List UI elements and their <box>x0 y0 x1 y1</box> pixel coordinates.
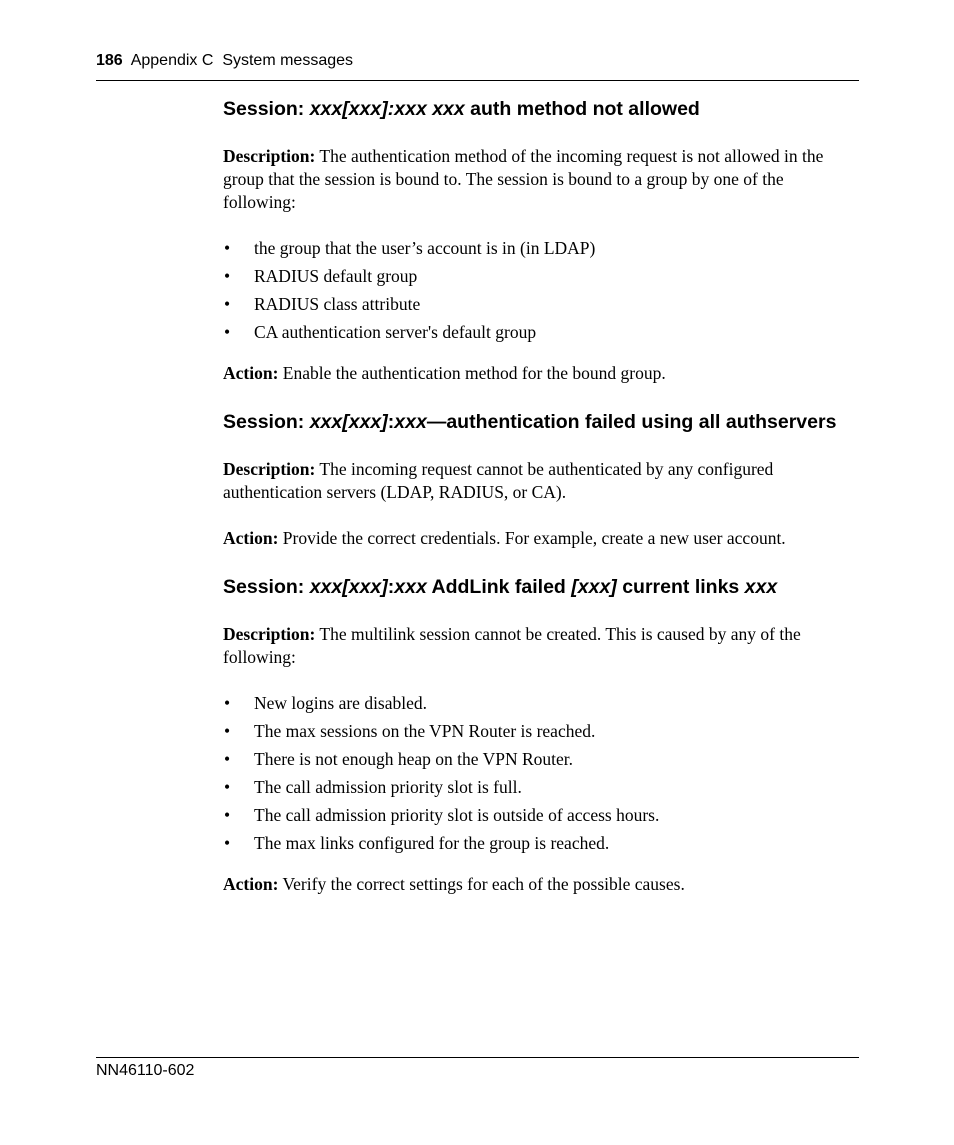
bullet-icon: • <box>224 805 231 825</box>
heading-prefix: Session: <box>223 576 310 598</box>
bullet-icon: • <box>224 833 231 853</box>
description-paragraph <box>223 623 859 669</box>
action-paragraph <box>223 362 859 385</box>
action-label: Action: <box>223 363 279 383</box>
page-content <box>223 97 859 896</box>
message-section-auth-failed <box>223 410 859 550</box>
list-item <box>223 265 859 288</box>
heading-variable: xxx <box>394 411 427 433</box>
description-text: The incoming request cannot be authenticated by any configured authentication servers (LDAP, RADIUS, or CA). <box>223 459 774 502</box>
list-item <box>223 832 859 855</box>
list-item-text: There is not enough heap on the VPN Router. <box>254 749 573 769</box>
action-text: Enable the authentication method for the bound group. <box>282 363 666 383</box>
section-heading <box>223 575 859 599</box>
list-item-text: The max links configured for the group is reached. <box>254 833 610 853</box>
bullet-icon: • <box>224 749 231 769</box>
section-heading <box>223 410 859 434</box>
list-item-text: The call admission priority slot is outside of access hours. <box>254 805 660 825</box>
action-label: Action: <box>223 528 279 548</box>
action-text: Provide the correct credentials. For example, create a new user account. <box>282 528 786 548</box>
list-item <box>223 748 859 771</box>
heading-prefix: Session: <box>223 411 310 433</box>
section-heading <box>223 97 859 121</box>
bullet-list <box>223 692 859 855</box>
list-item-text: the group that the user’s account is in (in LDAP) <box>254 238 596 258</box>
document-number: NN46110-602 <box>96 1062 195 1079</box>
description-paragraph <box>223 145 859 214</box>
list-item <box>223 720 859 743</box>
description-paragraph <box>223 458 859 504</box>
heading-variable: [xxx] <box>571 576 617 598</box>
bullet-list <box>223 237 859 344</box>
list-item <box>223 776 859 799</box>
heading-variable: xxx[xxx] <box>309 411 388 433</box>
list-item-text: New logins are disabled. <box>254 693 428 713</box>
heading-suffix: —authentication failed using all authservers <box>426 411 837 433</box>
description-text: The authentication method of the incoming request is not allowed in the group that the session is bound to. The session is bound to a group by one of the following: <box>223 146 824 212</box>
list-item-text: CA authentication server's default group <box>254 322 537 342</box>
heading-prefix: Session: <box>223 98 310 120</box>
bullet-icon: • <box>224 322 231 342</box>
heading-variable: xxx[xxx]:xxx xxx <box>309 98 465 120</box>
bullet-icon: • <box>224 693 231 713</box>
description-label: Description: <box>223 459 316 479</box>
page-footer <box>96 1057 859 1080</box>
heading-colon: : <box>387 411 395 433</box>
page-number: 186 <box>96 52 123 69</box>
heading-suffix: auth method not allowed <box>464 98 700 120</box>
action-paragraph <box>223 873 859 896</box>
heading-variable: xxx <box>744 576 778 598</box>
action-paragraph <box>223 527 859 550</box>
list-item <box>223 237 859 260</box>
description-label: Description: <box>223 624 316 644</box>
list-item-text: The max sessions on the VPN Router is reached. <box>254 721 596 741</box>
action-text: Verify the correct settings for each of the possible causes. <box>282 874 685 894</box>
header-line <box>96 52 353 70</box>
list-item-text: RADIUS default group <box>254 266 418 286</box>
heading-text: current links <box>616 576 745 598</box>
bullet-icon: • <box>224 238 231 258</box>
page-header <box>96 50 859 81</box>
header-section-title: Appendix C System messages <box>130 52 354 69</box>
list-item <box>223 692 859 715</box>
heading-colon: : <box>387 576 395 598</box>
description-text: The multilink session cannot be created. This is caused by any of the following: <box>223 624 801 667</box>
bullet-icon: • <box>224 777 231 797</box>
list-item <box>223 293 859 316</box>
heading-text: AddLink failed <box>426 576 572 598</box>
list-item <box>223 321 859 344</box>
message-section-addlink-failed <box>223 575 859 896</box>
message-section-auth-method <box>223 97 859 385</box>
bullet-icon: • <box>224 721 231 741</box>
list-item-text: RADIUS class attribute <box>254 294 421 314</box>
heading-variable: xxx <box>394 576 427 598</box>
bullet-icon: • <box>224 294 231 314</box>
list-item-text: The call admission priority slot is full. <box>254 777 522 797</box>
list-item <box>223 804 859 827</box>
action-label: Action: <box>223 874 279 894</box>
bullet-icon: • <box>224 266 231 286</box>
heading-variable: xxx[xxx] <box>309 576 388 598</box>
description-label: Description: <box>223 146 316 166</box>
